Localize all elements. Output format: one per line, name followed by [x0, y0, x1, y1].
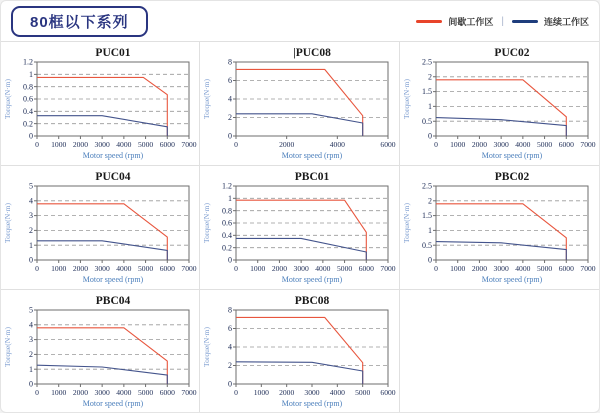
y-axis-label: Torque(N·m)	[402, 79, 412, 119]
x-tick-label: 5000	[138, 388, 154, 397]
y-tick-label: 0.2	[222, 243, 233, 253]
series-连续工作区	[236, 238, 366, 260]
x-tick-label: 4000	[515, 140, 531, 149]
x-tick-label: 6000	[559, 264, 575, 273]
series-连续工作区	[37, 116, 167, 136]
x-tick-label: 4000	[116, 140, 132, 149]
y-tick-label: 0.6	[222, 218, 233, 228]
y-axis-label: Torque(N·m)	[402, 203, 412, 243]
series-连续工作区	[37, 365, 167, 384]
x-tick-label: 1000	[450, 140, 466, 149]
y-tick-label: 2	[428, 196, 433, 206]
y-tick-label: 6	[228, 324, 233, 334]
y-tick-label: 0	[228, 131, 233, 141]
y-tick-label: 2	[29, 226, 34, 235]
y-tick-label: 5	[29, 305, 34, 315]
x-tick-label: 4000	[315, 264, 331, 273]
chart-title: PBC04	[95, 295, 131, 307]
x-axis-label: Motor speed (rpm)	[482, 151, 543, 160]
x-tick-label: 3000	[94, 264, 110, 273]
x-tick-label: 7000	[181, 264, 197, 273]
x-tick-label: 5000	[138, 140, 154, 149]
y-tick-label: 0.5	[422, 116, 433, 126]
y-tick-label: 0	[428, 131, 433, 141]
series-连续工作区	[436, 118, 566, 136]
x-tick-label: 6000	[559, 140, 575, 149]
empty-cell	[400, 290, 599, 413]
y-tick-label: 8	[228, 305, 233, 315]
x-tick-label: 1000	[450, 264, 466, 273]
x-tick-label: 5000	[355, 388, 371, 397]
y-tick-label: 3	[29, 335, 34, 345]
x-tick-label: 5000	[138, 264, 154, 273]
y-tick-label: 0.8	[222, 206, 233, 216]
x-tick-label: 4000	[330, 140, 346, 149]
series-title-badge: 80框以下系列	[11, 6, 148, 37]
chart-cell-puc08	[200, 42, 399, 166]
x-axis-label: Motor speed (rpm)	[282, 275, 343, 284]
chart-cell-puc02	[400, 42, 599, 166]
y-tick-label: 1.2	[23, 57, 34, 67]
y-tick-label: 6	[228, 76, 233, 86]
x-tick-label: 0	[35, 388, 40, 397]
x-tick-label: 3000	[493, 264, 510, 273]
x-tick-label: 3000	[304, 388, 321, 397]
x-tick-label: 1000	[51, 140, 67, 149]
chart-grid	[1, 41, 599, 413]
x-tick-label: 6000	[159, 264, 176, 273]
blue-line-icon	[512, 20, 538, 23]
x-axis-label: Motor speed (rpm)	[82, 275, 144, 284]
y-tick-label: 3	[29, 211, 34, 221]
y-tick-label: 2	[428, 72, 433, 82]
x-tick-label: 3000	[94, 388, 110, 397]
x-tick-label: 0	[234, 140, 239, 149]
chart-canvas-PBC04	[1, 291, 199, 413]
x-tick-label: 5000	[337, 264, 353, 273]
y-tick-label: 0.2	[23, 119, 34, 129]
y-tick-label: 1	[228, 193, 233, 203]
y-tick-label: 0	[428, 255, 433, 265]
x-tick-label: 3000	[94, 140, 110, 149]
chart-canvas-PBC08	[200, 291, 398, 413]
x-tick-label: 7000	[181, 388, 197, 397]
y-tick-label: 8	[228, 57, 233, 67]
chart-cell-pbc02	[400, 166, 599, 290]
y-axis-label: Torque(N·m)	[202, 203, 212, 243]
x-axis-label: Motor speed (rpm)	[282, 151, 343, 160]
y-tick-label: 1.5	[422, 211, 433, 221]
chart-legend	[416, 15, 589, 28]
x-tick-label: 1000	[51, 388, 67, 397]
x-tick-label: 6000	[159, 388, 176, 397]
red-line-icon	[416, 20, 442, 23]
y-tick-label: 0.4	[23, 106, 34, 116]
x-tick-label: 6000	[380, 388, 397, 397]
chart-cell-pbc01	[200, 166, 399, 290]
x-tick-label: 2000	[72, 264, 89, 273]
chart-cell-puc04	[1, 166, 200, 290]
y-tick-label: 1	[29, 69, 34, 79]
x-tick-label: 2000	[272, 264, 288, 273]
chart-title: PUC01	[95, 47, 131, 59]
y-tick-label: 0	[29, 379, 34, 389]
y-axis-label: Torque(N·m)	[3, 79, 13, 119]
y-tick-label: 2	[228, 361, 233, 371]
x-tick-label: 6000	[380, 140, 397, 149]
y-tick-label: 0.6	[23, 94, 34, 104]
legend-item-continuous	[512, 15, 589, 28]
x-tick-label: 1000	[51, 264, 67, 273]
y-tick-label: 1.2	[222, 181, 233, 191]
x-tick-label: 2000	[279, 140, 295, 149]
y-tick-label: 1.5	[422, 87, 433, 97]
series-间歇工作区	[236, 317, 363, 384]
chart-title: PBC08	[295, 295, 330, 307]
chart-canvas-PBC01	[200, 167, 398, 289]
x-axis-label: Motor speed (rpm)	[82, 151, 144, 160]
y-tick-label: 2.5	[422, 181, 433, 191]
chart-title: PBC02	[495, 171, 530, 183]
x-tick-label: 2000	[472, 140, 488, 149]
x-tick-label: 4000	[515, 264, 531, 273]
chart-canvas-PUC01	[1, 43, 199, 165]
x-tick-label: 6000	[159, 140, 176, 149]
series-间歇工作区	[37, 204, 167, 260]
chart-cell-puc01	[1, 42, 200, 166]
x-tick-label: 0	[234, 264, 239, 273]
x-tick-label: 5000	[537, 140, 553, 149]
y-tick-label: 4	[228, 94, 233, 104]
y-tick-label: 0	[228, 255, 233, 265]
y-tick-label: 0	[29, 131, 34, 141]
chart-cell-pbc08	[200, 290, 399, 413]
series-间歇工作区	[436, 204, 566, 260]
y-tick-label: 0.8	[23, 82, 34, 92]
chart-canvas-PUC08	[200, 43, 398, 165]
chart-canvas-PUC04	[1, 167, 199, 289]
series-间歇工作区	[236, 200, 366, 260]
y-axis-label: Torque(N·m)	[202, 327, 212, 367]
chart-title: PBC01	[295, 171, 330, 183]
chart-cell-pbc04	[1, 290, 200, 413]
x-axis-label: Motor speed (rpm)	[82, 399, 144, 408]
x-tick-label: 0	[35, 140, 40, 149]
chart-title: |PUC08	[293, 47, 332, 59]
series-间歇工作区	[37, 328, 167, 384]
x-tick-label: 7000	[181, 140, 197, 149]
y-tick-label: 5	[29, 181, 34, 191]
y-tick-label: 1	[29, 364, 34, 374]
y-axis-label: Torque(N·m)	[202, 79, 212, 119]
x-tick-label: 7000	[580, 264, 596, 273]
chart-title: PUC02	[494, 47, 530, 59]
x-tick-label: 2000	[72, 140, 89, 149]
x-tick-label: 6000	[359, 264, 375, 273]
x-axis-label: Motor speed (rpm)	[282, 399, 343, 408]
chart-canvas-PUC02	[400, 43, 598, 165]
y-tick-label: 0.5	[422, 240, 433, 250]
x-tick-label: 7000	[380, 264, 397, 273]
x-tick-label: 0	[234, 388, 239, 397]
x-tick-label: 0	[434, 264, 439, 273]
series-连续工作区	[436, 242, 566, 260]
legend-label-intermittent: 间歇工作区	[448, 16, 494, 27]
y-axis-label: Torque(N·m)	[3, 327, 13, 367]
legend-item-intermittent	[416, 15, 493, 28]
y-tick-label: 2.5	[422, 57, 433, 67]
y-tick-label: 1	[428, 226, 433, 235]
x-tick-label: 1000	[250, 264, 266, 273]
y-tick-label: 4	[29, 196, 34, 206]
x-axis-label: Motor speed (rpm)	[482, 275, 543, 284]
y-tick-label: 1	[29, 240, 34, 250]
legend-separator: |	[501, 15, 504, 27]
y-tick-label: 4	[228, 342, 233, 352]
page-header	[1, 1, 599, 41]
y-axis-label: Torque(N·m)	[3, 203, 13, 243]
x-tick-label: 3000	[294, 264, 310, 273]
series-间歇工作区	[436, 80, 566, 136]
x-tick-label: 4000	[116, 388, 132, 397]
series-连续工作区	[37, 241, 167, 260]
x-tick-label: 2000	[72, 388, 89, 397]
y-tick-label: 0.4	[222, 230, 233, 240]
legend-label-continuous: 连续工作区	[543, 16, 589, 27]
x-tick-label: 1000	[254, 388, 270, 397]
y-tick-label: 0	[29, 255, 34, 265]
y-tick-label: 1	[428, 102, 433, 111]
x-tick-label: 0	[434, 140, 439, 149]
series-间歇工作区	[236, 69, 363, 136]
x-tick-label: 5000	[537, 264, 553, 273]
x-tick-label: 3000	[493, 140, 510, 149]
y-tick-label: 0	[228, 379, 233, 389]
y-tick-label: 4	[29, 320, 34, 330]
x-tick-label: 2000	[472, 264, 488, 273]
chart-canvas-PBC02	[400, 167, 598, 289]
y-tick-label: 2	[228, 113, 233, 123]
series-间歇工作区	[37, 77, 167, 136]
x-tick-label: 4000	[330, 388, 346, 397]
x-tick-label: 2000	[279, 388, 295, 397]
x-tick-label: 7000	[580, 140, 596, 149]
x-tick-label: 0	[35, 264, 40, 273]
chart-title: PUC04	[95, 171, 131, 183]
x-tick-label: 4000	[116, 264, 132, 273]
y-tick-label: 2	[29, 350, 34, 359]
